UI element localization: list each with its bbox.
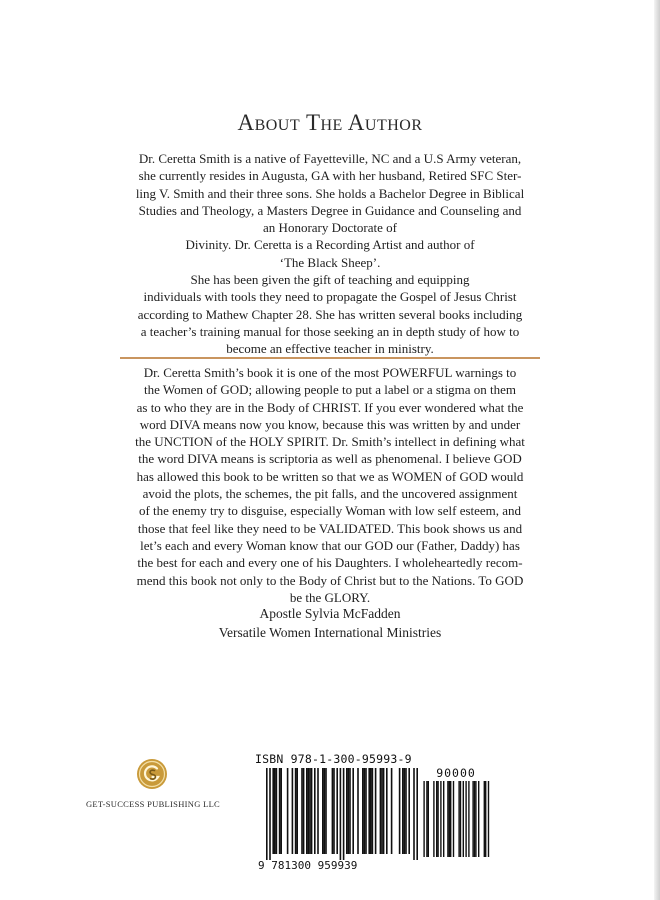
addon-bar <box>472 781 473 857</box>
bio-line: She has been given the gift of teaching and equipping <box>190 272 470 288</box>
bio-line: become an effective teacher in ministry. <box>226 341 434 357</box>
barcode-bar <box>375 768 377 854</box>
addon-bar <box>436 781 437 857</box>
isbn-label: ISBN 978-1-300-95993-9 <box>255 752 412 766</box>
addon-bar <box>443 781 444 857</box>
addon-bar <box>423 781 424 857</box>
review-line: those that feel like they need to be VALIDATED. This book shows us and <box>137 520 523 536</box>
review-line: of the enemy try to disguise, especially Woman with low self esteem, and <box>138 503 522 519</box>
addon-bar <box>463 781 464 857</box>
review-line: the best for each and every one of his Daughters. I wholeheartedly recom- <box>137 555 523 571</box>
barcode-bar <box>309 768 311 854</box>
barcode-bar <box>343 768 345 860</box>
addon-bar <box>426 781 427 857</box>
barcode-bar <box>280 768 282 854</box>
bio-line: individuals with tools they need to propagate the Gospel of Jesus Christ <box>143 289 517 305</box>
barcode-bar <box>364 768 366 854</box>
review-line: the word DIVA means is scriptoria as well as phenomenal. I believe GOD <box>138 451 522 467</box>
barcode-bar <box>332 768 334 854</box>
barcode-bar <box>324 768 326 854</box>
addon-bar <box>468 781 469 857</box>
barcode-bar <box>368 768 370 854</box>
addon-bar <box>453 781 454 857</box>
review-line: mend this book not only to the Body of Christ but to the Nations. To GOD <box>136 572 524 588</box>
barcode-bar <box>405 768 407 854</box>
barcode-bar <box>372 768 374 854</box>
review-line: word DIVA means now you know, because this was written by and under <box>139 416 521 432</box>
addon-bar <box>428 781 429 857</box>
bio-line: according to Mathew Chapter 28. She has written several books including <box>137 306 523 322</box>
addon-bar <box>488 781 489 857</box>
barcode-bar <box>333 768 335 854</box>
barcode-bar <box>391 768 393 854</box>
barcode-bar <box>287 768 289 854</box>
barcode-bar <box>303 768 305 854</box>
barcode-bar <box>292 768 294 854</box>
addon-bar <box>465 781 466 857</box>
endorsement-text <box>120 364 540 606</box>
barcode-bar <box>402 768 404 854</box>
addon-bar <box>484 781 485 857</box>
barcode-bar <box>362 768 364 854</box>
review-line: Dr. Ceretta Smith’s book it is one of the most POWERFUL warnings to <box>143 365 517 380</box>
addon-bar <box>474 781 475 857</box>
addon-bar <box>449 781 450 857</box>
addon-bar <box>458 781 459 857</box>
review-line: the Women of GOD; allowing people to put a label or a stigma on them <box>143 382 517 398</box>
addon-bar <box>447 781 448 857</box>
addon-bar <box>475 781 476 857</box>
addon-bar <box>433 781 434 857</box>
review-line: let’s each and every Woman know that our GOD our (Father, Daddy) has <box>140 537 520 553</box>
review-line: as to who they are in the Body of CHRIST. If you ever wondered what the <box>136 399 524 415</box>
addon-bar <box>437 781 438 857</box>
barcode-bar <box>370 768 372 854</box>
barcode-bar <box>296 768 298 854</box>
addon-bar <box>478 781 479 857</box>
barcode-bar <box>348 768 350 854</box>
barcode-bar <box>274 768 276 854</box>
barcode-bar <box>383 768 385 854</box>
barcode-bar <box>301 768 303 854</box>
barcode-bar <box>272 768 274 854</box>
barcode-bar <box>269 768 271 860</box>
bio-line: Dr. Ceretta Smith is a native of Fayetteville, NC and a U.S Army veteran, <box>138 151 522 166</box>
barcode-bar <box>349 768 351 854</box>
bio-line: a teacher’s training manual for those seeking an in depth study of how to <box>140 323 520 339</box>
review-line: has allowed this book to be written so that we as WOMEN of GOD would <box>136 468 524 484</box>
publisher-name: GET-SUCCESS PUBLISHING LLC <box>85 799 221 809</box>
review-line: be the GLORY. <box>289 589 371 605</box>
barcode-bar <box>365 768 367 854</box>
barcode-bar <box>266 768 268 860</box>
addon-bar <box>450 781 451 857</box>
bio-line: an Honorary Doctorate of <box>263 220 397 236</box>
addon-bar <box>460 781 461 857</box>
barcode-bar <box>381 768 383 854</box>
barcode-bar <box>295 768 297 854</box>
barcode-bar <box>314 768 316 854</box>
price-addon-digits: 90000 <box>436 766 476 780</box>
review-line: the UNCTION of the HOLY SPIRIT. Dr. Smith’s intellect in defining what <box>135 434 525 450</box>
review-line: avoid the plots, the schemes, the pit falls, and the uncovered assignment <box>142 486 518 502</box>
barcode-bar <box>340 768 342 860</box>
gs-monogram-seal-icon <box>136 758 168 790</box>
barcode-bar <box>380 768 382 854</box>
signature-organization: Versatile Women International Ministries <box>218 625 442 640</box>
barcode-bar <box>386 768 388 854</box>
bio-line: ling V. Smith and their three sons. She holds a Bachelor Degree in Biblical <box>135 185 525 201</box>
bio-line: Studies and Theology, a Masters Degree in Guidance and Counseling and <box>138 202 522 218</box>
section-heading: About The Author <box>237 110 423 135</box>
barcode-bar <box>306 768 308 854</box>
addon-bar <box>440 781 441 857</box>
barcode-bar <box>311 768 313 854</box>
barcode-bar <box>317 768 319 854</box>
barcode-bar <box>325 768 327 854</box>
barcode-bar <box>308 768 310 854</box>
addon-barcode <box>420 781 492 857</box>
barcode-bar <box>404 768 406 854</box>
barcode-bar <box>416 768 418 860</box>
divider-rule <box>120 357 540 359</box>
bio-line: Divinity. Dr. Ceretta is a Recording Artist and author of <box>185 237 475 253</box>
barcode-bar <box>352 768 354 854</box>
bio-line: she currently resides in Augusta, GA with her husband, Retired SFC Ster- <box>138 168 522 184</box>
barcode-bar <box>408 768 410 854</box>
barcode-bar <box>399 768 401 854</box>
endorsement-signature <box>0 604 660 642</box>
bio-line: ‘The Black Sheep’. <box>279 254 381 270</box>
barcode-bar <box>357 768 359 854</box>
barcode-bar <box>276 768 278 854</box>
barcode-bar <box>346 768 348 854</box>
addon-bar <box>485 781 486 857</box>
barcode-bar <box>279 768 281 854</box>
author-bio <box>120 150 540 358</box>
barcode-bar <box>413 768 415 860</box>
barcode-bar <box>336 768 338 854</box>
ean-barcode <box>258 768 418 860</box>
ean-digits: 9 781300 959939 <box>258 859 358 872</box>
barcode-bar <box>322 768 324 854</box>
signature-name: Apostle Sylvia McFadden <box>259 606 401 621</box>
